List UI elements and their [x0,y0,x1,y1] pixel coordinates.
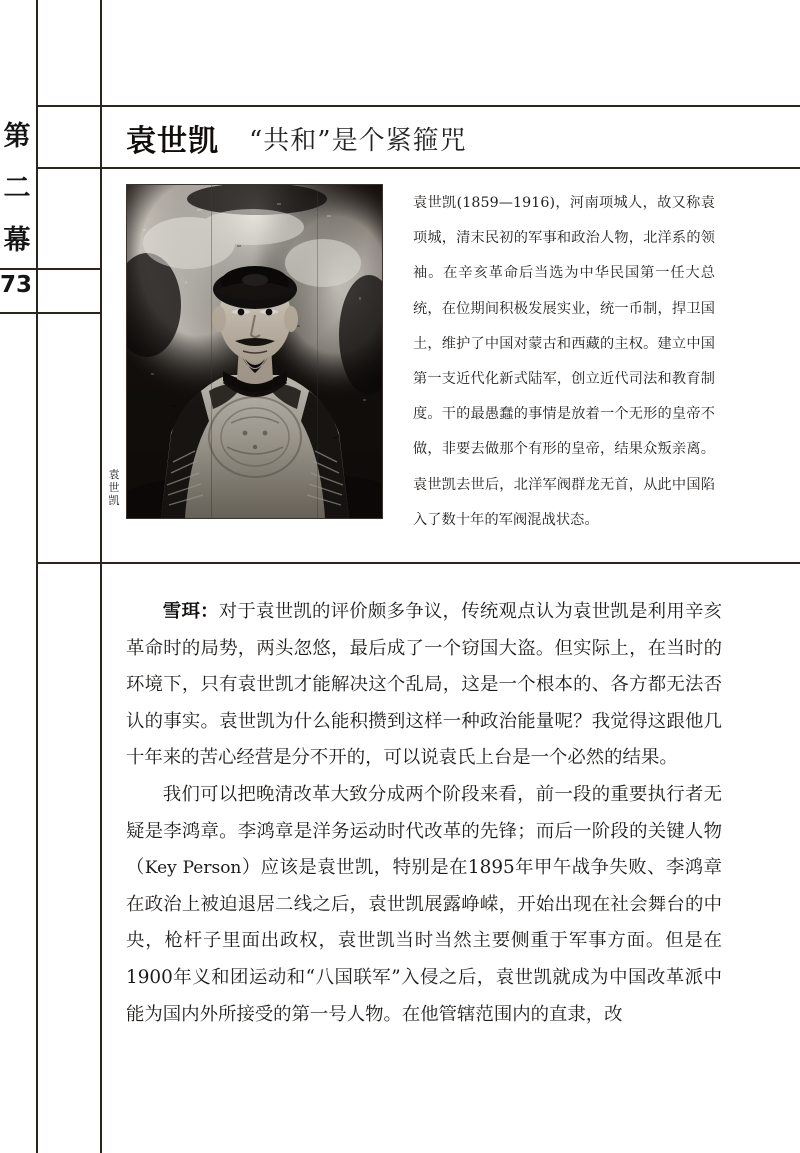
page-number: 73 [0,272,32,298]
speaker-label: 雪珥： [162,601,219,622]
section-divider-rule [36,562,800,564]
portrait-caption-char-3: 凯 [108,494,120,507]
portrait-caption-char-1: 袁 [108,468,120,481]
portrait-figure [104,185,394,535]
body-paragraph-2-part-2: ）应该是袁世凯，特别是在1895年甲午战争失败、李鸿章在政治上被迫退居二线之后，袁世凯展露峥嵘，开始出现在社会舞台的中央，枪杆子里面出政权，袁世凯当时当然主要侧重于军事方面。但是在1900年义和团运动和“八国联军”入侵之后，袁世凯就成为中国改革派中能为国内外所接受的第一号人物。在他管辖范围内的直隶，改 [126,857,722,1025]
body-paragraph-1-text: 对于袁世凯的评价颇多争议，传统观点认为袁世凯是利用辛亥革命时的局势，两头忽悠，最后成了一个窃国大盗。但实际上，在当时的环境下，只有袁世凯才能解决这个乱局，这是一个根本的、各方都无法否认的事实。袁世凯为什么能积攒到这样一种政治能量呢？我觉得这跟他几十年来的苦心经营是分不开的，可以说袁氏上台是一个必然的结果。 [126,601,722,769]
title-name: 袁世凯 [126,124,219,159]
portrait-caption-char-2: 世 [108,481,120,494]
title-subtitle: “共和”是个紧箍咒 [249,125,467,156]
act-label-char-2: 二 [3,173,31,204]
body-paragraph-1 [126,594,722,777]
act-label-char-3: 幕 [3,225,31,256]
act-label [0,111,37,267]
portrait-photo [127,185,382,518]
body-paragraph-2 [126,777,722,1033]
page-title [126,110,467,166]
title-rule-bottom [36,167,800,169]
body-paragraph-2-latin-term: Key Person [144,858,242,879]
act-label-char-1: 第 [3,121,31,152]
article-body [126,594,722,1033]
portrait-caption [104,468,124,507]
body-paragraph-2-part-1: 我们可以把晚清改革大致分成两个阶段来看，前一段的重要执行者无疑是李鸿章。李鸿章是洋务运动时代改革的先锋；而后一阶段的关键人物（ [126,783,722,879]
vertical-rule-inner [100,0,102,1153]
title-rule-top [36,105,800,107]
biography-block [413,186,715,538]
biography-text: 袁世凯(1859—1916)，河南项城人，故又称袁项城，清末民初的军事和政治人物，北洋系的领袖。在辛亥革命后当选为中华民国第一任大总统，在位期间积极发展实业，统一币制，捍卫国土，维护了中国对蒙古和西藏的主权。建立中国第一支近代化新式陆军，创立近代司法和教育制度。干的最愚蠢的事情是放着一个无形的皇帝不做，非要去做那个有形的皇帝，结果众叛亲离。袁世凯去世后，北洋军阀群龙无首，从此中国陷入了数十年的军阀混战状态。 [413,195,715,528]
